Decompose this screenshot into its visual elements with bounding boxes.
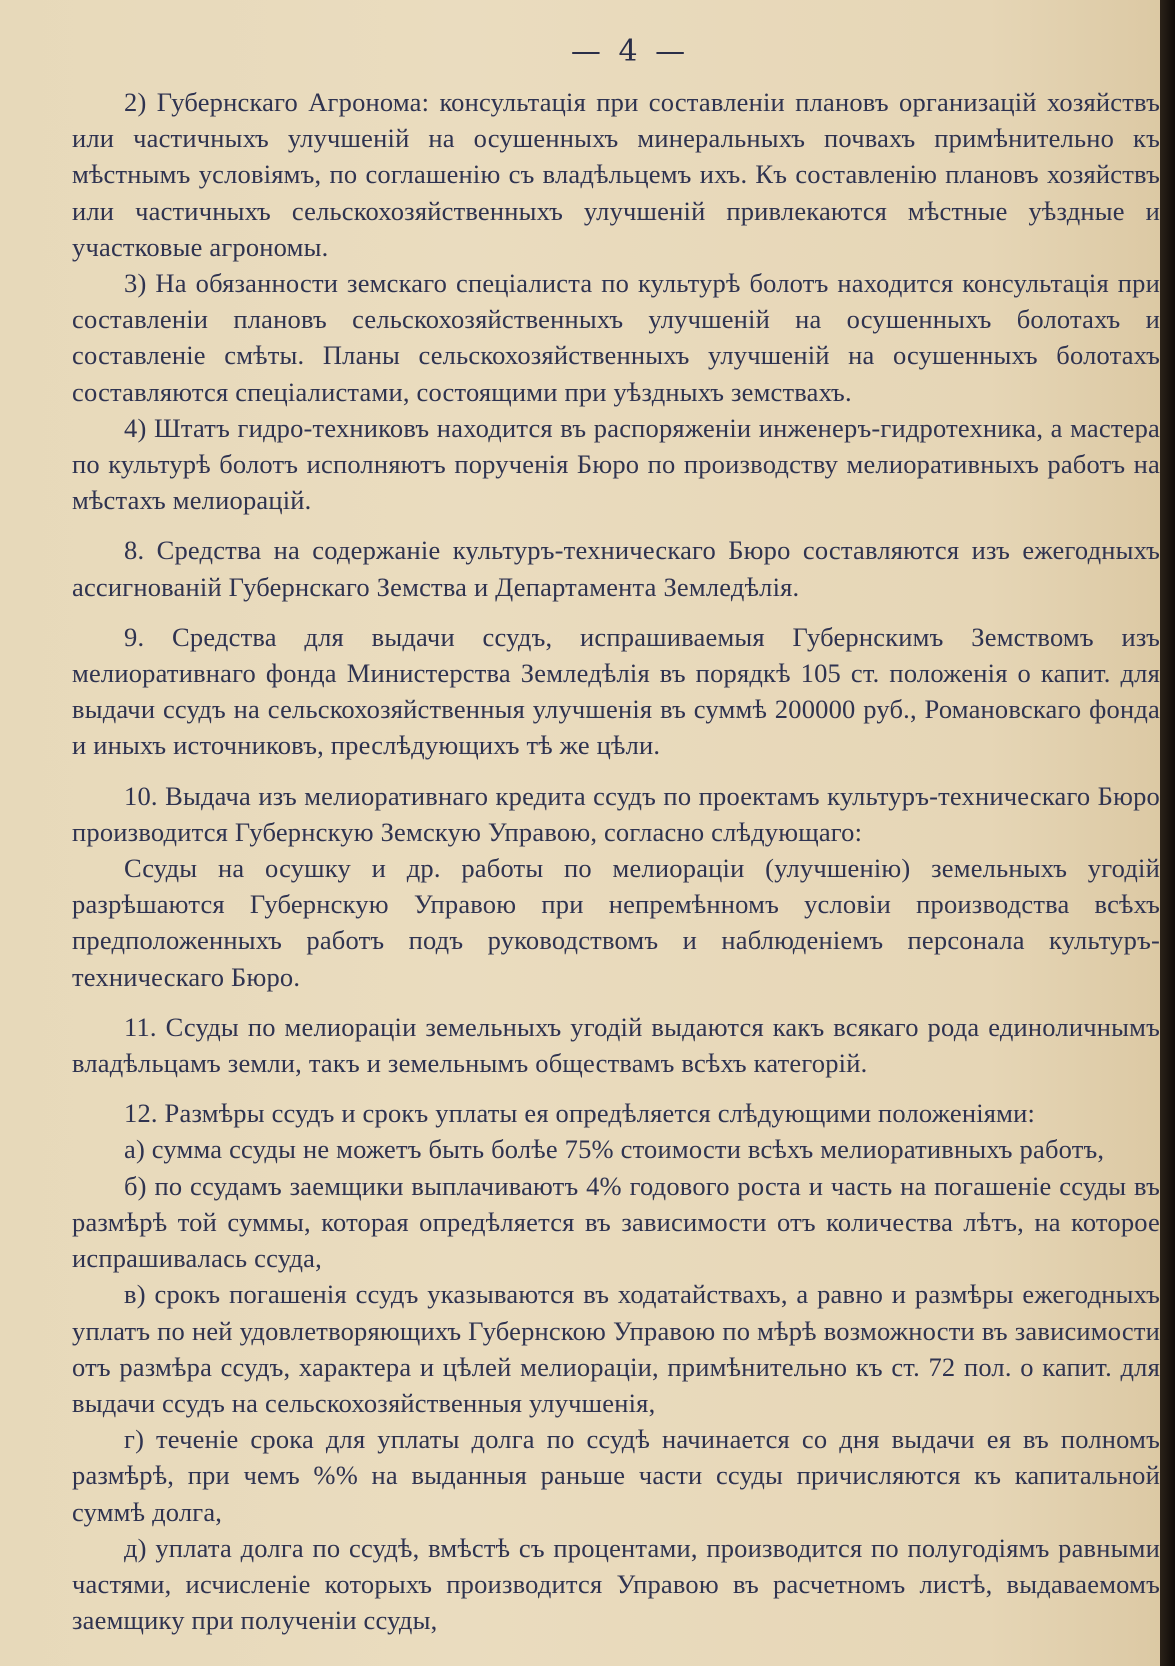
paragraph-10-loan-issuance: 10. Выдача изъ мелиоративнаго кредита ссудъ по проектамъ культуръ-техническаго Бюро производится Губернскую Земскую Управою, согласно слѣдующаго: — [72, 780, 1160, 847]
item-a: а) сумма ссуды не можетъ быть болѣе 75% стоимости всѣхъ мелиоративныхъ работъ, — [124, 1134, 1105, 1165]
paragraph-8-funding: 8. Средства на содержаніе культуръ-техническаго Бюро составляются изъ ежегодныхъ ассигнованій Губернскаго Земства и Департамента Земледѣлія. — [72, 535, 1160, 602]
paragraph-9-loan-funds: 9. Средства для выдачи ссудъ, испрашиваемыя Губернскимъ Земствомъ изъ мелиоративнаго фонда Министерства Земледѣлія въ порядкѣ 105 ст. положенія о капит. для выдачи ссудъ на сельскохозяйственныя улучшенія въ суммѣ 200000 руб., Романовскаго фонда и иныхъ источниковъ, преслѣдующихъ тѣ же цѣли. — [72, 621, 1160, 761]
item-b: б) по ссудамъ заемщики выплачиваютъ 4% годового роста и часть на погашеніе ссуды въ размѣрѣ той суммы, которая опредѣляется въ зависимости отъ количества лѣтъ, на которое испрашивалась ссуда, — [72, 1170, 1160, 1274]
paragraph-10-conditions: Ссуды на осушку и др. работы по мелиораціи (улучшенію) земельныхъ угодій разрѣшаются Губернскую Управою при непремѣнномъ условіи производства всѣхъ предположенныхъ работъ подъ руководствомъ и наблюденіемъ персонала культуръ-техническаго Бюро. — [72, 853, 1160, 992]
paragraph-2-agronomist: 2) Губернскаго Агронома: консультація при составленіи плановъ организацій хозяйствъ или частичныхъ улучшеній на осушенныхъ минеральныхъ почвахъ примѣнительно къ мѣстнымъ условіямъ, по соглашенію съ владѣльцемъ ихъ. Къ составленію плановъ хозяйствъ или частичныхъ сельскохозяйственныхъ улучшеній привлекаются мѣстные уѣздные и участковые агрономы. — [72, 87, 1160, 262]
body-text — [72, 84, 1160, 1638]
item-v: в) срокъ погашенія ссудъ указываются въ ходатайствахъ, а равно и размѣры ежегодныхъ уплатъ по ней удовлетворяющихъ Губернскою Управою по мѣрѣ возможности въ зависимости отъ размѣра ссудъ, характера и цѣлей мелиораціи, примѣнительно къ ст. 72 пол. о капит. для выдачи ссудъ на сельскохозяйственныя улучшенія, — [72, 1279, 1160, 1418]
item-g: г) теченіе срока для уплаты долга по ссудѣ начинается со дня выдачи ея въ полномъ размѣрѣ, при чемъ %% на выданныя раньше части ссуды причисляются къ капитальной суммѣ долга, — [72, 1424, 1160, 1527]
paragraph-11-borrowers: 11. Ссуды по мелиораціи земельныхъ угодій выдаются какъ всякаго рода единоличнымъ владѣльцамъ земли, такъ и земельнымъ обществамъ всѣхъ категорій. — [72, 1011, 1160, 1079]
paragraph-4-hydro-technicians: 4) Штатъ гидро-техниковъ находится въ распоряженіи инженеръ-гидротехника, а мастера по культурѣ болотъ исполняютъ порученія Бюро по производству мелиоративныхъ работъ на мѣстахъ мелиорацій. — [72, 412, 1160, 516]
page-number: — 4 — — [570, 34, 690, 69]
paragraph-3-bog-specialist: 3) На обязанности земскаго спеціалиста по культурѣ болотъ находится консультація при составленіи плановъ сельскохозяйственныхъ улучшеній на осушенныхъ болотахъ и составленіе смѣты. Планы сельскохозяйственныхъ улучшеній на осушенныхъ болотахъ составляются спеціалистами, состоящими при уѣздныхъ земствахъ. — [72, 268, 1160, 407]
page-edge-shadow — [1160, 0, 1175, 1666]
item-d: д) уплата долга по ссудѣ, вмѣстѣ съ процентами, производится по полугодіямъ равными частями, исчисленіе которыхъ производится Управою въ расчетномъ листѣ, выдаваемомъ заемщику при полученіи ссуды, — [72, 1532, 1160, 1636]
paragraph-12-terms: 12. Размѣры ссудъ и срокъ уплаты ея опредѣляется слѣдующими положеніями: — [124, 1098, 1036, 1129]
